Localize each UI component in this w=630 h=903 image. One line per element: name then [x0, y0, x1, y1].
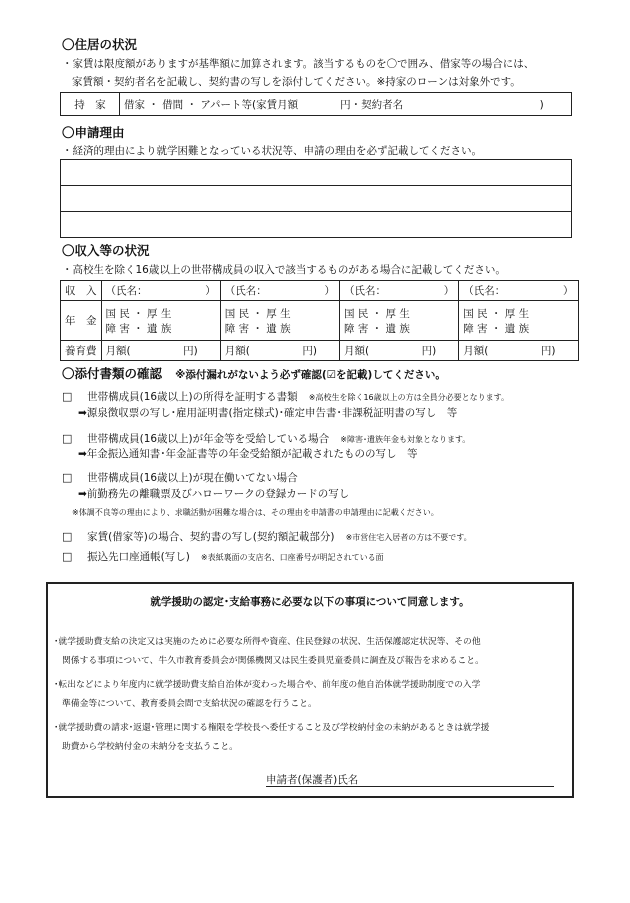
attachment-text: 振込先口座通帳(写し)	[87, 551, 190, 563]
pension-cell[interactable]	[340, 301, 459, 341]
agreement-p2-line1: ･転出などにより年度内に就学援助費支給自治体が変わった場合や、前年度の他自治体就学援助制度での入学	[54, 680, 481, 690]
attachment-item-rent	[62, 525, 472, 544]
pension-cell[interactable]	[101, 301, 220, 341]
attachment-sub-income: ➡源泉徴収票の写し･雇用証明書(指定様式)･確定申告書･非課税証明書の写し 等	[78, 407, 458, 419]
income-table	[60, 280, 579, 361]
reason-heading: 〇申請理由	[62, 125, 125, 140]
pension-line-1: 国 民 ・ 厚 生	[105, 307, 172, 320]
attachments-header	[62, 363, 446, 382]
agreement-p3-line2: 助費から学校納付金の未納分を支払うこと。	[62, 742, 238, 752]
income-name-cell[interactable]: （氏名： ）	[101, 281, 220, 301]
support-cell[interactable]: 月額( 円)	[459, 341, 578, 361]
pension-line-1: 国 民 ・ 厚 生	[344, 307, 410, 320]
pension-line-2: 障 害 ・ 遺 族	[224, 322, 291, 335]
pension-line-2: 障 害 ・ 遺 族	[105, 322, 172, 335]
agreement-box	[46, 582, 574, 798]
support-cell[interactable]: 月額( 円)	[220, 341, 339, 361]
illness-note: ※体調不良等の理由により、求職活動が困難な場合は、その理由を申請書の申請理由に記載ください。	[72, 508, 439, 517]
support-row-label: 養育費	[61, 341, 102, 361]
income-row-label: 収 入	[61, 281, 102, 301]
checkbox-icon[interactable]: □	[62, 432, 73, 445]
signature-line[interactable]	[266, 786, 554, 787]
pension-cell[interactable]	[220, 301, 339, 341]
attachment-note: ※市営住宅入居者の方は不要です。	[345, 533, 472, 542]
attachment-note: ※高校生を除く16歳以上の方は全員分必要となります。	[308, 393, 509, 402]
agreement-title: 就学援助の認定･支給事務に必要な以下の事項について同意します。	[150, 596, 470, 608]
agreement-p2-line2: 準備金等について、教育委員会間で支給状況の確認を行うこと。	[62, 699, 317, 709]
housing-note-1: ・家賃は限度額がありますが基準額に加算されます。該当するものを〇で囲み、借家等の場合には、	[62, 58, 535, 70]
income-name-cell[interactable]: （氏名： ）	[220, 281, 339, 301]
checkbox-icon[interactable]: □	[62, 390, 73, 403]
attachment-text: 世帯構成員(16歳以上)が年金等を受給している場合	[87, 433, 330, 445]
pension-line-2: 障 害 ・ 遺 族	[344, 322, 410, 335]
pension-cell[interactable]	[459, 301, 578, 341]
attachment-text: 家賃(借家等)の場合、契約書の写し(契約額記載部分)	[87, 531, 335, 543]
attachment-sub-pension: ➡年金振込通知書･年金証書等の年金受給額が記載されたものの写し 等	[78, 448, 418, 460]
attachment-item-pension	[62, 427, 470, 446]
attachment-item-income	[62, 385, 509, 404]
pension-line-2: 障 害 ・ 遺 族	[463, 322, 530, 335]
checkbox-icon[interactable]: □	[62, 550, 73, 563]
agreement-p1-line1: ･就学援助費支給の決定又は実施のために必要な所得や資産、住民登録の状況、生活保護認定状況等、その他	[54, 637, 481, 647]
attachment-text: 世帯構成員(16歳以上)が現在働いてない場合	[87, 472, 298, 484]
attachment-item-unemployed	[62, 466, 298, 485]
attachment-note: ※障害･遺族年金も対象となります。	[340, 435, 471, 444]
housing-note-2: 家賃額・契約者名を記載し、契約書の写しを添付してください。※持家のローンは対象外です。	[72, 76, 521, 88]
attachment-text: 世帯構成員(16歳以上)の所得を証明する書類	[87, 391, 298, 403]
reason-note: ・経済的理由により就学困難となっている状況等、申請の理由を必ず記載してください。	[62, 145, 482, 157]
signature-label: 申請者(保護者)氏名	[266, 774, 359, 786]
pension-line-1: 国 民 ・ 厚 生	[463, 307, 530, 320]
attachments-heading: 〇添付書類の確認	[62, 366, 163, 381]
support-cell[interactable]: 月額( 円)	[340, 341, 459, 361]
attachment-note: ※表紙裏面の支店名、口座番号が明記されている面	[200, 553, 384, 562]
pension-line-1: 国 民 ・ 厚 生	[224, 307, 291, 320]
agreement-p3-line1: ･就学援助費の請求･返還･管理に関する権限を学校長へ委任すること及び学校納付金の未納があるときは就学援	[54, 723, 490, 733]
housing-owned-label: 持 家	[61, 93, 120, 116]
income-name-cell[interactable]: （氏名： ）	[459, 281, 578, 301]
checkbox-icon[interactable]: □	[62, 471, 73, 484]
income-heading: 〇収入等の状況	[62, 243, 150, 258]
reason-line-2[interactable]	[61, 186, 572, 212]
reason-line-3[interactable]	[61, 212, 572, 238]
attachments-heading-note: ※添付漏れがないよう必ず確認(☑を記載)してください。	[175, 369, 446, 381]
income-name-cell[interactable]: （氏名： ）	[340, 281, 459, 301]
reason-table	[60, 159, 572, 238]
agreement-p1-line2: 関係する事項について、牛久市教育委員会が関係機関又は民生委員児童委員に調査及び報告を求めること。	[62, 656, 484, 666]
attachment-sub-unemployed: ➡前勤務先の離職票及びハローワークの登録カードの写し	[78, 488, 350, 500]
pension-row-label: 年 金	[61, 301, 102, 341]
housing-heading: 〇住居の状況	[62, 37, 138, 52]
housing-options[interactable]: 借家 ・ 借間 ・ アパート等(家賃月額 円・契約者名 )	[120, 93, 572, 116]
checkbox-icon[interactable]: □	[62, 530, 73, 543]
support-cell[interactable]: 月額( 円)	[101, 341, 220, 361]
income-note: ・高校生を除く16歳以上の世帯構成員の収入で該当するものがある場合に記載してください。	[62, 264, 506, 276]
attachment-item-bank	[62, 545, 384, 564]
housing-table	[60, 92, 572, 116]
reason-line-1[interactable]	[61, 160, 572, 186]
